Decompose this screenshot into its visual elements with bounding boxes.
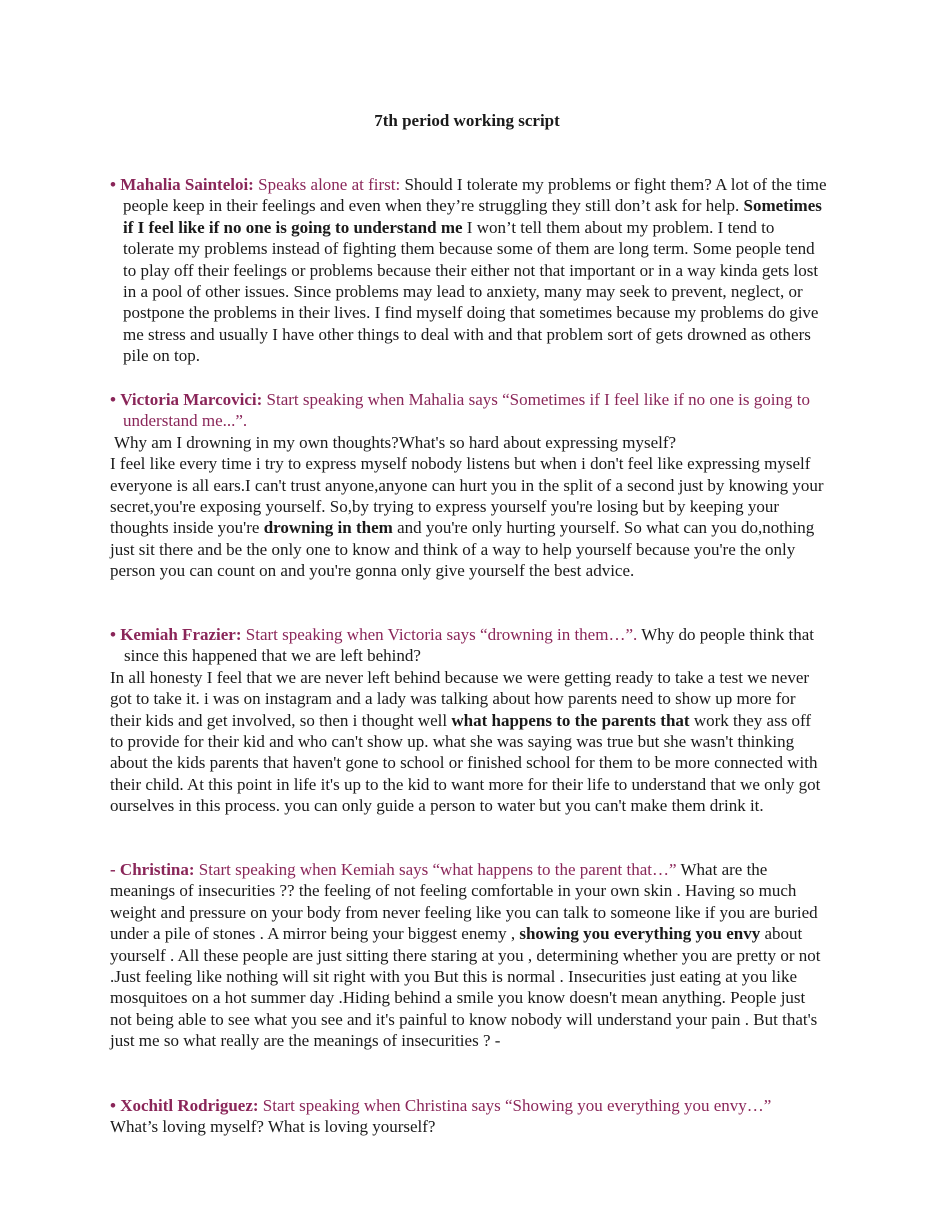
script-entry-mahalia [110,174,828,367]
emphasized-line: Sometimes if I feel like if no one is going to understand me [123,196,822,237]
line-text: Why do people think that since this happened that we are left behind? [124,625,815,666]
kemiah-paragraph [110,667,828,817]
emphasized-line: what happens to the parents that [451,710,690,730]
script-entry-xochitl [110,1095,828,1138]
bullet: • [110,625,116,644]
line-text: about yourself . All these people are just sitting there staring at you , determining whether you are pretty or not .Just feeling like nothing will sit right with you But this is normal . Insecurities just eating at you like mosquitoes on a hot summer day .Hiding behind a smile you know doesn't mean anything. People just not being able to see what you see and it's painful to know nobody will understand your pain . But that's just me so what really are the meanings of insecurities ? - [110,924,821,1051]
bullet: • [110,1096,116,1115]
speaker-name: Mahalia Sainteloi: [120,175,254,194]
speaking-cue: Start speaking when Victoria says “drowning in them…”. [245,625,638,644]
line-text: work they ass off to provide for their kid and who can't show up. what she was saying was true but she wasn't thinking about the kids parents that haven't gone to school or finished school for them to be more connected with their child. At this point in life it's up to the kid to want more for their life to understand that we only got ourselves in this process. you can only guide a person to water but you can't make them drink it. [110,710,821,816]
line-text: What are the meanings of insecurities ?? the feeling of not feeling comfortable in your own skin . Having so much weight and pressure on your body from never feeling like you can talk to someone like if you are buried under a pile of stones . A mirror being your biggest enemy , [110,860,818,944]
speaking-cue: Speaks alone at first: [258,175,401,194]
speaking-cue: Start speaking when Mahalia says “Sometimes if I feel like if no one is going to understand me...”. [123,390,810,431]
victoria-paragraph [110,453,828,581]
kemiah-cue-paragraph [110,624,828,667]
document-title: 7th period working script [374,111,560,130]
bullet: • [110,390,116,409]
emphasized-line: showing you everything you envy [519,924,761,944]
speaker-name: Xochitl Rodriguez: [120,1096,259,1115]
speaker-name: Christina: [119,860,195,879]
line-text: In all honesty I feel that we are never left behind because we were getting ready to take a test we never got to take it. i was on instagram and a lady was talking about how parents need to show up more for their kids and get involved, so then i thought well [110,667,810,730]
line-text: What’s loving myself? What is loving yourself? [110,1117,436,1137]
bullet: • [110,175,116,194]
script-entry-victoria [110,389,828,582]
mahalia-paragraph [110,174,828,367]
line-text: Should I tolerate my problems or fight them? A lot of the time people keep in their feelings and even when they’re struggling they still don’t ask for help. [123,175,827,216]
line-text: Why am I drowning in my own thoughts?What's so hard about expressing myself? [114,432,677,452]
victoria-cue-paragraph [110,389,828,432]
dash-marker: - [110,860,116,879]
line-text: and you're only hurting yourself. So what can you do,nothing just sit there and be the only one to know and think of a way to help yourself because you're the only person you can count on and you're gonna only give yourself the best advice. [110,518,815,581]
speaker-name: Kemiah Frazier: [120,625,242,644]
line-text: I feel like every time i try to express myself nobody listens but when i don't feel like expressing myself everyone is all ears.I can't trust anyone,anyone can hurt you in the split of a second just by knowing your secret,you're exposing yourself. So,by trying to express yourself you're losing but by keeping your thoughts inside you're [110,454,824,538]
line-text: I won’t tell them about my problem. I tend to tolerate my problems instead of fighting them because some of them are long term. Some people tend to play off their feelings or problems because their either not that important or in a way kinda gets lost in a pool of other issues. Since problems may lead to anxiety, many may seek to prevent, neglect, or postpone the problems in their lives. I find myself doing that sometimes because my problems do give me stress and usually I have other things to deal with and that problem sort of gets drowned as others pile on top. [123,217,819,366]
speaking-cue: Start speaking when Christina says “Showing you everything you envy…” [262,1096,772,1115]
speaking-cue: Start speaking when Kemiah says “what happens to the parent that…” [198,860,677,879]
script-entry-christina [110,859,828,1052]
speaker-name: Victoria Marcovici: [120,390,263,409]
xochitl-paragraph [110,1095,828,1138]
christina-paragraph [110,859,828,1052]
script-entry-kemiah [110,624,828,817]
emphasized-line: drowning in them [263,518,393,538]
